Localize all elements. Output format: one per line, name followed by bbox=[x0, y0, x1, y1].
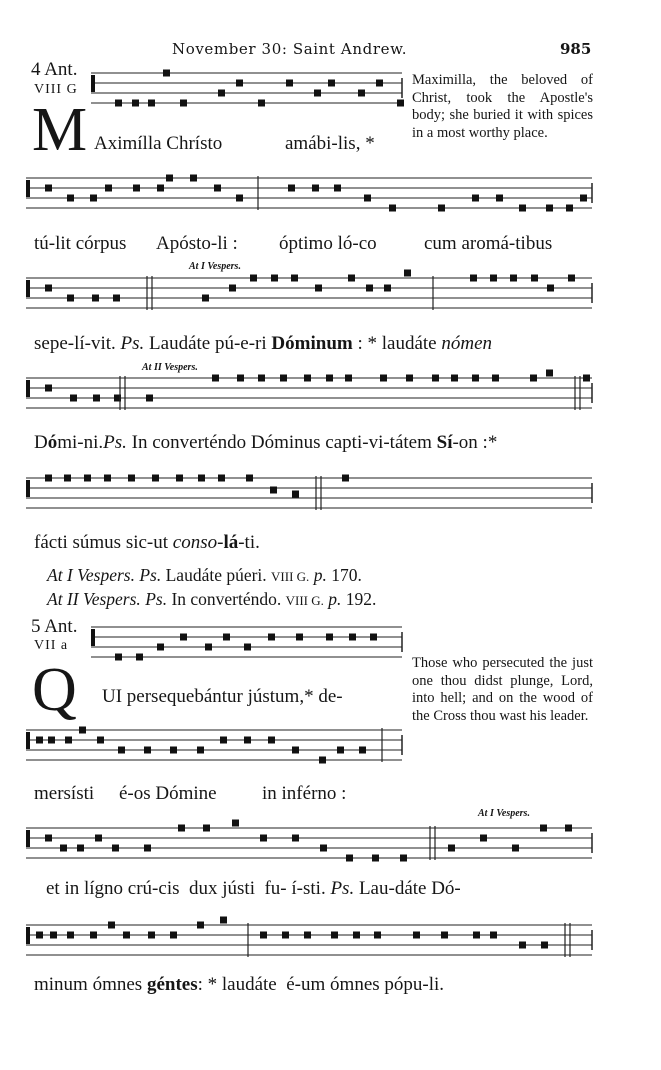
neume bbox=[223, 634, 230, 641]
neume bbox=[326, 375, 333, 382]
neume bbox=[218, 90, 225, 97]
drop-initial: M bbox=[32, 96, 88, 164]
clef-mark bbox=[91, 629, 95, 646]
neume bbox=[292, 491, 299, 498]
neume bbox=[180, 634, 187, 641]
neume bbox=[438, 205, 445, 212]
lyric-line: Dómi-ni.Ps. In converténdo Dóminus capti-vi-tátem Sí-on :* bbox=[34, 432, 498, 453]
neume bbox=[148, 932, 155, 939]
neume bbox=[166, 175, 173, 182]
vespers-note: At I Vespers. Ps. Laudáte púeri. VIII G. p. 170. bbox=[47, 565, 362, 585]
neume bbox=[400, 855, 407, 862]
neume bbox=[108, 922, 115, 929]
mode-label: VII a bbox=[34, 638, 69, 653]
lyric-text: in inférno : bbox=[262, 783, 347, 804]
antiphon-number: 4 Ant. bbox=[31, 59, 78, 80]
neume bbox=[397, 100, 404, 107]
neume bbox=[152, 475, 159, 482]
neume bbox=[472, 375, 479, 382]
neume bbox=[380, 375, 387, 382]
neume bbox=[490, 275, 497, 282]
neume bbox=[128, 475, 135, 482]
lyric-text: Apósto-li : bbox=[156, 233, 238, 254]
neume bbox=[286, 80, 293, 87]
neume bbox=[519, 942, 526, 949]
neume bbox=[92, 295, 99, 302]
neume bbox=[374, 932, 381, 939]
vespers-note: At II Vespers. Ps. In converténdo. VIII G. p. 192. bbox=[47, 589, 377, 609]
neume bbox=[366, 285, 373, 292]
neume bbox=[144, 747, 151, 754]
neume bbox=[472, 195, 479, 202]
neume bbox=[112, 845, 119, 852]
neume bbox=[448, 845, 455, 852]
page-number: 985 bbox=[560, 40, 592, 58]
neume bbox=[258, 375, 265, 382]
neume bbox=[170, 932, 177, 939]
antiphon-translation: Maximilla, the beloved of Christ, took the Apostle's body; she buried it with spices in a most worthy place. bbox=[412, 72, 593, 141]
neume bbox=[236, 195, 243, 202]
clef-mark bbox=[26, 927, 30, 944]
neume bbox=[260, 932, 267, 939]
neume bbox=[531, 275, 538, 282]
neume bbox=[296, 634, 303, 641]
neume bbox=[115, 654, 122, 661]
neume bbox=[271, 275, 278, 282]
neume bbox=[358, 90, 365, 97]
neume bbox=[326, 634, 333, 641]
neume bbox=[490, 932, 497, 939]
neume bbox=[337, 747, 344, 754]
vespers-cue: At I Vespers. bbox=[189, 261, 241, 272]
neume bbox=[331, 932, 338, 939]
neume bbox=[136, 654, 143, 661]
neume bbox=[115, 100, 122, 107]
neume bbox=[250, 275, 257, 282]
neume bbox=[280, 375, 287, 382]
neume bbox=[178, 825, 185, 832]
neume bbox=[113, 295, 120, 302]
neume bbox=[104, 475, 111, 482]
neume bbox=[282, 932, 289, 939]
neume bbox=[170, 747, 177, 754]
lyric-line: minum ómnes géntes: * laudáte é-um ómnes pópu-li. bbox=[34, 974, 445, 995]
neume bbox=[198, 475, 205, 482]
vespers-cue: At I Vespers. bbox=[478, 808, 530, 819]
neume bbox=[568, 275, 575, 282]
neume bbox=[65, 737, 72, 744]
neume bbox=[197, 747, 204, 754]
neume bbox=[218, 475, 225, 482]
neume bbox=[237, 375, 244, 382]
neume bbox=[133, 185, 140, 192]
neume bbox=[404, 270, 411, 277]
neume bbox=[496, 195, 503, 202]
neume bbox=[565, 825, 572, 832]
neume bbox=[163, 70, 170, 77]
lyric-text: mersísti bbox=[34, 783, 95, 804]
running-header: November 30: Saint Andrew. bbox=[172, 40, 408, 58]
neume bbox=[95, 835, 102, 842]
neume bbox=[45, 475, 52, 482]
neume bbox=[288, 185, 295, 192]
neume bbox=[60, 845, 67, 852]
neume bbox=[480, 835, 487, 842]
neume bbox=[48, 737, 55, 744]
clef-mark bbox=[26, 732, 30, 749]
neume bbox=[270, 487, 277, 494]
neume bbox=[146, 395, 153, 402]
neume bbox=[232, 820, 239, 827]
drop-initial: Q bbox=[32, 656, 77, 724]
neume bbox=[180, 100, 187, 107]
neume bbox=[370, 634, 377, 641]
lyric-line: et in lígno crú-cis dux jústi fu- í-sti. Ps. Lau-dáte Dó- bbox=[46, 878, 461, 899]
neume bbox=[291, 275, 298, 282]
neume bbox=[566, 205, 573, 212]
neume bbox=[176, 475, 183, 482]
neume bbox=[190, 175, 197, 182]
mode-label: VIII G bbox=[34, 82, 78, 97]
neume bbox=[132, 100, 139, 107]
neume bbox=[64, 475, 71, 482]
neume bbox=[319, 757, 326, 764]
lyric-text: amábi-lis, * bbox=[285, 133, 375, 154]
neume bbox=[77, 845, 84, 852]
neume bbox=[346, 855, 353, 862]
neume bbox=[314, 90, 321, 97]
clef-mark bbox=[26, 380, 30, 397]
neume bbox=[492, 375, 499, 382]
neume bbox=[70, 395, 77, 402]
clef-mark bbox=[26, 180, 30, 197]
clef-mark bbox=[91, 75, 95, 92]
neume bbox=[246, 475, 253, 482]
neume bbox=[580, 195, 587, 202]
neume bbox=[118, 747, 125, 754]
neume bbox=[79, 727, 86, 734]
neume bbox=[342, 475, 349, 482]
neume bbox=[546, 370, 553, 377]
neume bbox=[123, 932, 130, 939]
neume bbox=[203, 825, 210, 832]
neume bbox=[473, 932, 480, 939]
neume bbox=[583, 375, 590, 382]
neume bbox=[236, 80, 243, 87]
neume bbox=[84, 475, 91, 482]
neume bbox=[345, 375, 352, 382]
neume bbox=[202, 295, 209, 302]
neume bbox=[389, 205, 396, 212]
neume bbox=[212, 375, 219, 382]
clef-mark bbox=[26, 480, 30, 497]
neume bbox=[45, 385, 52, 392]
clef-mark bbox=[26, 830, 30, 847]
neume bbox=[45, 835, 52, 842]
lyric-line: sepe-lí-vit. Ps. Laudáte pú-e-ri Dóminum : * laudáte nómen bbox=[34, 333, 493, 354]
neume bbox=[547, 285, 554, 292]
neume bbox=[157, 644, 164, 651]
neume bbox=[530, 375, 537, 382]
neume bbox=[260, 835, 267, 842]
neume bbox=[205, 644, 212, 651]
lyric-line: fácti súmus sic-ut conso-lá-ti. bbox=[34, 532, 260, 553]
neume bbox=[148, 100, 155, 107]
neume bbox=[320, 845, 327, 852]
neume bbox=[328, 80, 335, 87]
neume bbox=[376, 80, 383, 87]
neume bbox=[220, 917, 227, 924]
neume bbox=[406, 375, 413, 382]
neume bbox=[105, 185, 112, 192]
lyric-text: Aximílla Chrísto bbox=[94, 133, 223, 154]
neume bbox=[334, 185, 341, 192]
neume bbox=[229, 285, 236, 292]
neume bbox=[244, 644, 251, 651]
neume bbox=[268, 634, 275, 641]
lyric-text: UI persequebántur jústum,* de- bbox=[102, 686, 343, 707]
neume bbox=[292, 747, 299, 754]
neume bbox=[45, 185, 52, 192]
neume bbox=[540, 825, 547, 832]
neume bbox=[519, 205, 526, 212]
neume bbox=[144, 845, 151, 852]
neume bbox=[512, 845, 519, 852]
lyric-text: é-os Dómine bbox=[119, 783, 217, 804]
neume bbox=[268, 737, 275, 744]
neume bbox=[36, 932, 43, 939]
neume bbox=[348, 275, 355, 282]
neume bbox=[432, 375, 439, 382]
lyric-text: tú-lit córpus bbox=[34, 233, 127, 254]
neume bbox=[312, 185, 319, 192]
neume bbox=[45, 285, 52, 292]
neume bbox=[304, 375, 311, 382]
neume bbox=[36, 737, 43, 744]
neume bbox=[413, 932, 420, 939]
neume bbox=[220, 737, 227, 744]
neume bbox=[244, 737, 251, 744]
neume bbox=[67, 932, 74, 939]
neume bbox=[353, 932, 360, 939]
neume bbox=[510, 275, 517, 282]
neume bbox=[546, 205, 553, 212]
neume bbox=[97, 737, 104, 744]
neume bbox=[349, 634, 356, 641]
neume bbox=[67, 195, 74, 202]
antiphon-translation: Those who persecuted the just one thou didst plunge, Lord, into hell; and on the wood of the Cross thou wast his leader. bbox=[412, 655, 593, 724]
neume bbox=[372, 855, 379, 862]
neume bbox=[292, 835, 299, 842]
neume bbox=[197, 922, 204, 929]
lyric-text: óptimo ló-co bbox=[279, 233, 377, 254]
neume bbox=[157, 185, 164, 192]
neume bbox=[304, 932, 311, 939]
neume bbox=[258, 100, 265, 107]
neume bbox=[214, 185, 221, 192]
neume bbox=[50, 932, 57, 939]
neume bbox=[541, 942, 548, 949]
neume bbox=[67, 295, 74, 302]
neume bbox=[90, 932, 97, 939]
neume bbox=[364, 195, 371, 202]
lyric-text: cum aromá-tibus bbox=[424, 233, 553, 254]
vespers-cue: At II Vespers. bbox=[142, 362, 198, 373]
neume bbox=[451, 375, 458, 382]
antiphon-number: 5 Ant. bbox=[31, 616, 78, 637]
neume bbox=[315, 285, 322, 292]
neume bbox=[90, 195, 97, 202]
neume bbox=[384, 285, 391, 292]
neume bbox=[441, 932, 448, 939]
neume bbox=[470, 275, 477, 282]
clef-mark bbox=[26, 280, 30, 297]
neume bbox=[93, 395, 100, 402]
neume bbox=[359, 747, 366, 754]
